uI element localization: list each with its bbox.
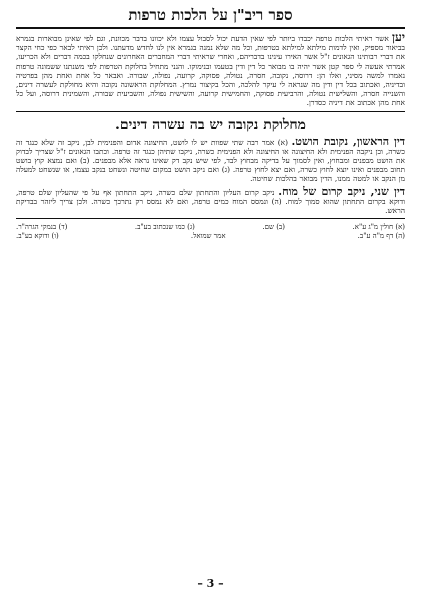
running-header: ספר ריב"ן על הלכות טרפות bbox=[128, 6, 293, 24]
law-1-heading: דין הראשון, נקובת הושט. bbox=[291, 134, 405, 148]
footnote: (ג) כמו שנכתוב בע"ב. bbox=[134, 223, 195, 232]
section-rule-top bbox=[16, 111, 405, 112]
law-1-text: (א) אמר רבה שתי שפוות יש לו לושט, החיצונה אדום והפנימית לבן, ניקב זה שלא כנגד זה כשרה, וכן ניקבה הפנימית ולא החיצונה או החיצונה ולא הפנימית כשרה, ניקבו שתיהן כנגד זה טרפה. וכתבו הגאונים ז"ל שצריך לבדוק את הושט מבפנים ומבחוץ, ואין לסמוך על בדיקה מבחוץ לבד, לפי שיש נקב דק שאינו נראה אלא מבפנים. (ב) ואם נמצא קוץ בושט תחוב מבפנים ואינו יוצא לחוץ כשרה, ואם יצא לחוץ טרפה. (ג) ואם ניקב הושט במקום שחיטה ונשחט בנקב עצמו, או שנשחט למעלה מן הנקב או למטה ממנו, הדין מבואר בהלכות שחיטה. bbox=[16, 137, 405, 184]
footnote: (ד) בנמקי הגרה"ר. bbox=[16, 223, 68, 232]
header-rule bbox=[16, 27, 405, 29]
footnote: (א) חולין מ"ג ע"א. bbox=[352, 223, 405, 232]
section-title: מחלוקת נקובה יש בה עשרה דינים. bbox=[115, 116, 306, 133]
intro-text: אשר ראיתי הלכות טרפה יכבדו ביותר לפי שאין הדעת יכול לסבול עצמו ולא יכוונו בדבר מכוונת, וגם לפי שאינן מבוארות בגמרא בביאור מספיק, ואין לדמות מילתא למילתא בטרפות, וכל מה שלא נמנה בגמרא אין לנו לחדש מדעתנו. ולכן ראיתי לבאר כפי כחי הקצר את דברי רבותינו הגאונים ז"ל אשר האירו עינינו בדבריהם, ואחרי שראיתי דברי המחברים האחרונים שנחלקו בכמה דברים ולא הכריעו, אמרתי אעשה לי ספר קטן אשר יהיה בו מבואר כל דין ודין בטעמו ובנימוקו. והנני מתחיל בחלוקת הטרפות לפי משנתנו ששמונה טרפות נאמרו למשה מסיני, ואלו הן: דרוסה, נקובה, חסרה, נטולה, פסוקה, קרועה, נפולה, שבורה. ואבאר כל אחת ואחת מהן בפרטיה ובדיניה, ואכתוב בכל דין ודין מה שנראה לי עיקר להלכה, והכל בקיצור נמרץ. המחלוקת הראשונה נקובה והיא מחולקת לעשרה דינים, והשנייה חסרה, והשלישית נטולה, והרביעית פסוקה, והחמישית קרועה, והשישית נפולה, והשביעית שבורה, והשמינית דרוסה, ועל כל אחת מהן אכתוב את דיניה כסדרן. bbox=[16, 34, 405, 108]
intro-paragraph bbox=[16, 30, 405, 108]
footnote: (ו) ודוקא בע"ב. bbox=[16, 232, 59, 241]
footnote-row bbox=[16, 232, 405, 241]
footnote: (ב) שם. bbox=[262, 223, 286, 232]
footnote: אמר שמואל. bbox=[190, 232, 226, 241]
law-2-text: ניקב קרום העליון והתחתון שלם כשרה, ניקב התחתון אף על פי שהעליון שלם טרפה, ודוקא בקרום התחתון שהוא סמוך למוח. (ה) ונמסס המוח כמים טרפה, ואם לא נמסס רק נתרכך כשרה. ולכן צריך ליזהר בבדיקת הראש. bbox=[16, 187, 405, 216]
footnote-row bbox=[16, 223, 405, 232]
law-paragraph-2 bbox=[16, 184, 405, 216]
law-paragraph-1 bbox=[16, 134, 405, 184]
footnotes bbox=[16, 223, 405, 241]
intro-lead-word: יען bbox=[392, 30, 405, 44]
footnote: (ה) דף מ"ה ע"ב. bbox=[357, 232, 405, 241]
page-number: – 3 – bbox=[197, 577, 224, 590]
footnote-rule bbox=[16, 218, 405, 219]
law-2-heading: דין שני, ניקב קרום של מוח. bbox=[278, 184, 405, 198]
